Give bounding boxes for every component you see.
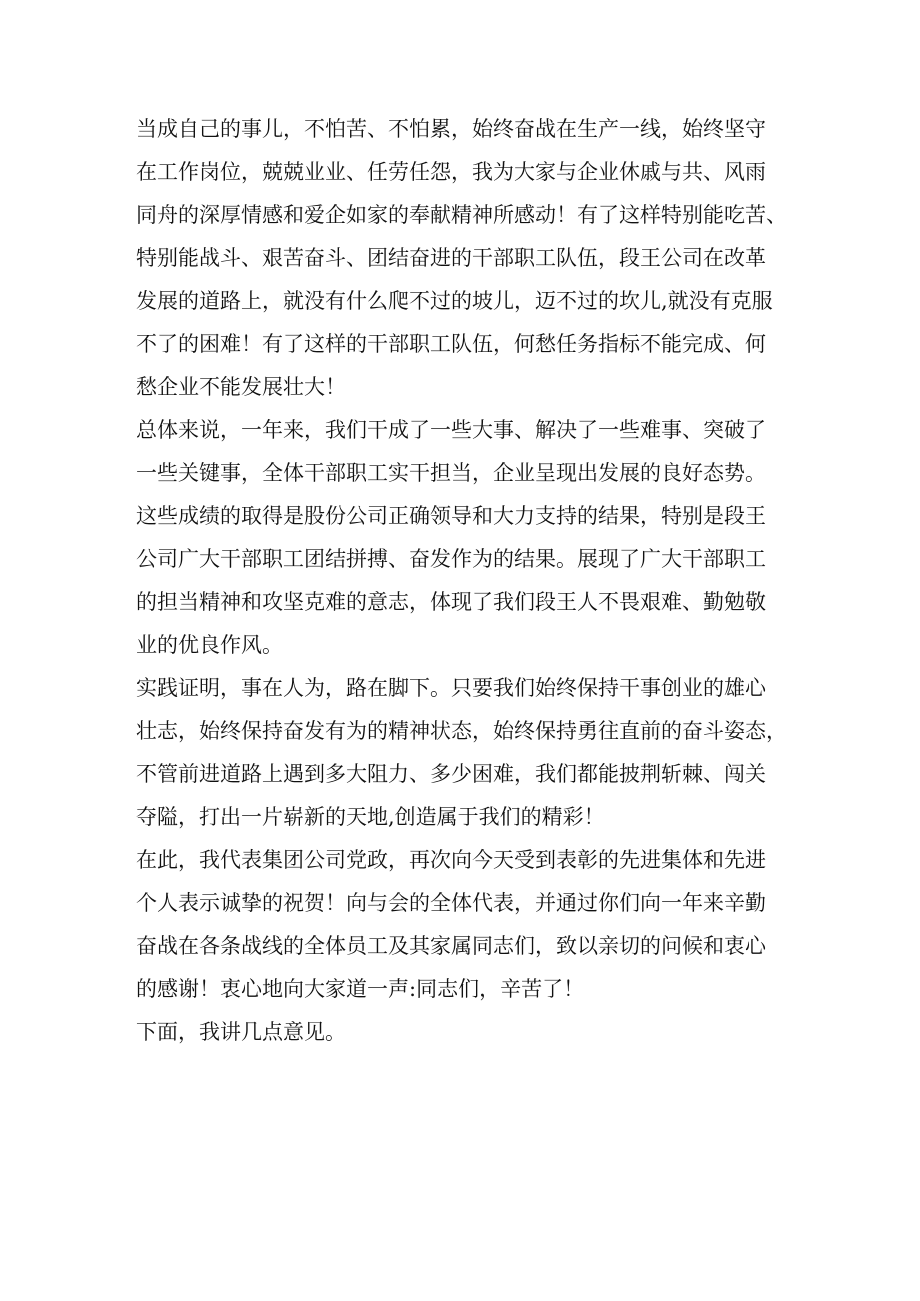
text-line: 愁企业不能发展壮大！ xyxy=(136,375,346,399)
paragraph-3 xyxy=(136,667,796,839)
text-line: 不管前进道路上遇到多大阻力、多少困难，我们都能披荆斩棘、闯关 xyxy=(136,762,766,786)
paragraph-5 xyxy=(136,1011,796,1054)
paragraph-1 xyxy=(136,108,796,409)
text-line: 这些成绩的取得是股份公司正确领导和大力支持的结果，特别是段王 xyxy=(136,504,766,528)
paragraph-2 xyxy=(136,409,796,667)
text-line: 公司广大干部职工团结拼搏、奋发作为的结果。展现了广大干部职工 xyxy=(136,547,766,571)
paragraph-4 xyxy=(136,839,796,1011)
text-line: 的感谢！衷心地向大家道一声:同志们，辛苦了！ xyxy=(136,977,585,1001)
text-line: 同舟的深厚情感和爱企如家的奉献精神所感动！有了这样特别能吃苦、 xyxy=(136,203,787,227)
text-line: 壮志，始终保持奋发有为的精神状态，始终保持勇往直前的奋斗姿态， xyxy=(136,719,787,743)
text-line: 在此，我代表集团公司党政，再次向今天受到表彰的先进集体和先进 xyxy=(136,848,766,872)
text-line: 夺隘，打出一片崭新的天地,创造属于我们的精彩！ xyxy=(136,805,605,829)
text-line: 发展的道路上，就没有什么爬不过的坡儿，迈不过的坎儿,就没有克服 xyxy=(136,289,773,313)
text-line: 业的优良作风。 xyxy=(136,633,283,657)
text-line: 不了的困难！有了这样的干部职工队伍，何愁任务指标不能完成、何 xyxy=(136,332,766,356)
text-line: 当成自己的事儿，不怕苦、不怕累，始终奋战在生产一线，始终坚守 xyxy=(136,117,766,141)
document-body xyxy=(136,108,796,1054)
text-line: 个人表示诚挚的祝贺！向与会的全体代表，并通过你们向一年来辛勤 xyxy=(136,891,766,915)
text-line: 总体来说，一年来，我们干成了一些大事、解决了一些难事、突破了 xyxy=(136,418,766,442)
text-line: 一些关键事，全体干部职工实干担当，企业呈现出发展的良好态势。 xyxy=(136,461,766,485)
text-line: 在工作岗位，兢兢业业、任劳任怨，我为大家与企业休戚与共、风雨 xyxy=(136,160,766,184)
text-line: 下面，我讲几点意见。 xyxy=(136,1020,346,1044)
text-line: 奋战在各条战线的全体员工及其家属同志们，致以亲切的问候和衷心 xyxy=(136,934,766,958)
text-line: 实践证明，事在人为，路在脚下。只要我们始终保持干事创业的雄心 xyxy=(136,676,766,700)
text-line: 特别能战斗、艰苦奋斗、团结奋进的干部职工队伍，段王公司在改革 xyxy=(136,246,766,270)
text-line: 的担当精神和攻坚克难的意志，体现了我们段王人不畏艰难、勤勉敬 xyxy=(136,590,766,614)
